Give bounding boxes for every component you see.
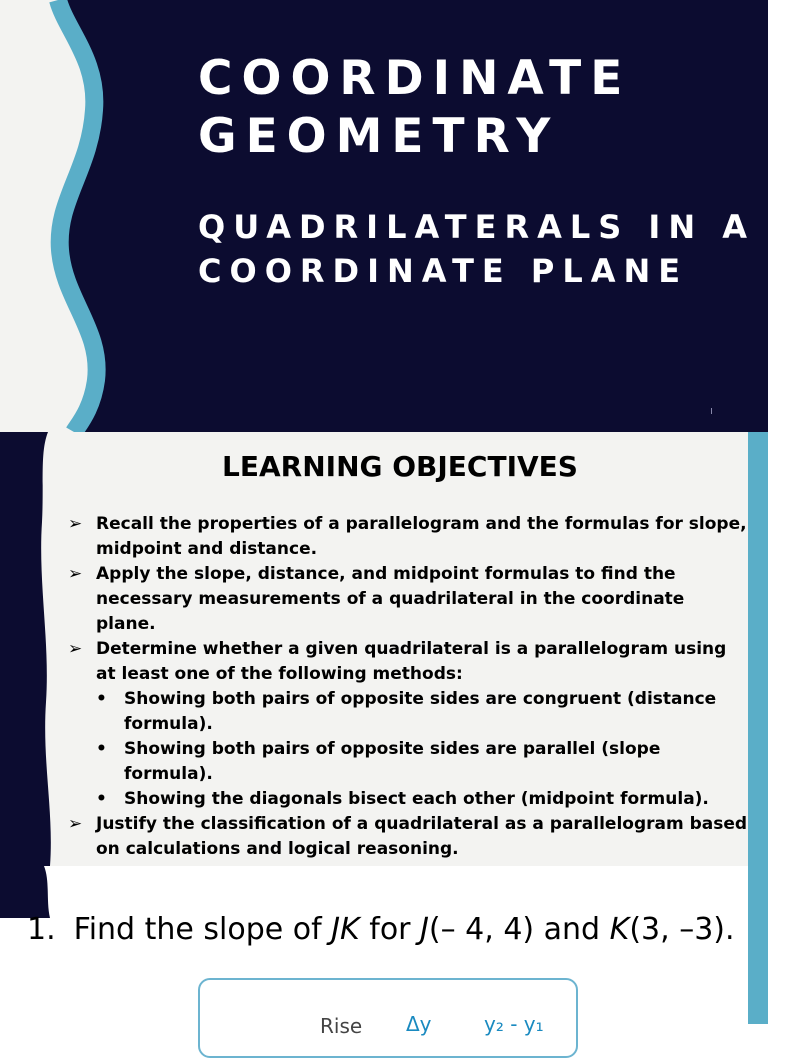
slope-formula-box [198,978,578,1058]
question-fragment: and [534,912,610,947]
method-item [96,687,748,737]
question-fragment: Find the slope of [73,912,332,947]
arrow-bullet-icon: ➢ [68,814,83,834]
slide-title: COORDINATE GEOMETRY [198,51,632,164]
question-fragment: for [359,912,421,947]
question-slide [0,866,768,1038]
arrow-bullet-icon: ➢ [68,564,83,584]
right-accent-bar [748,866,768,1024]
dot-bullet-icon: • [96,689,107,709]
dot-bullet-icon: • [96,739,107,759]
objective-text: Determine whether a given quadrilateral is a parallelogram using at least one of the following methods: [96,639,727,684]
method-item [96,787,748,812]
objective-text: Recall the properties of a parallelogram and the formulas for slope, midpoint and distance. [96,514,747,559]
title-slide [0,0,768,432]
objective-item [68,812,748,862]
objectives-list [68,512,748,862]
arrow-bullet-icon: ➢ [68,639,83,659]
objective-item [68,637,748,812]
formula-y-difference: y₂ - y₁ [484,1012,544,1036]
question-number: 1. [27,912,56,947]
method-text: Showing both pairs of opposite sides are congruent (distance formula). [124,689,717,734]
point-j-coords: (– 4, 4) [428,912,535,947]
objective-item [68,562,748,637]
objectives-slide [0,432,768,866]
left-dark-strip [0,866,50,918]
objective-text: Justify the classification of a quadrilateral as a parallelogram based on calculations and logical reasoning. [96,814,748,859]
segment-label: JK [331,912,360,947]
right-accent-bar [748,432,768,866]
method-text: Showing both pairs of opposite sides are parallel (slope formula). [124,739,661,784]
formula-rise-label: Rise [320,1014,363,1038]
point-k-coords: (3, –3). [629,912,735,947]
slide-tick-mark [711,408,712,414]
dot-bullet-icon: • [96,789,107,809]
point-k-label: K [609,912,630,947]
method-item [96,737,748,787]
point-j-label: J [420,912,429,947]
objective-text: Apply the slope, distance, and midpoint formulas to find the necessary measurements of a quadrilateral in the coordinate plane. [96,564,685,634]
method-text: Showing the diagonals bisect each other (midpoint formula). [124,789,709,809]
arrow-bullet-icon: ➢ [68,514,83,534]
question-text [27,912,735,947]
formula-delta-y: Δy [406,1012,432,1036]
methods-list [96,687,748,812]
slide-subtitle: QUADRILATERALS IN A COORDINATE PLANE [198,208,756,290]
objective-item [68,512,748,562]
objectives-heading: LEARNING OBJECTIVES [222,450,578,483]
